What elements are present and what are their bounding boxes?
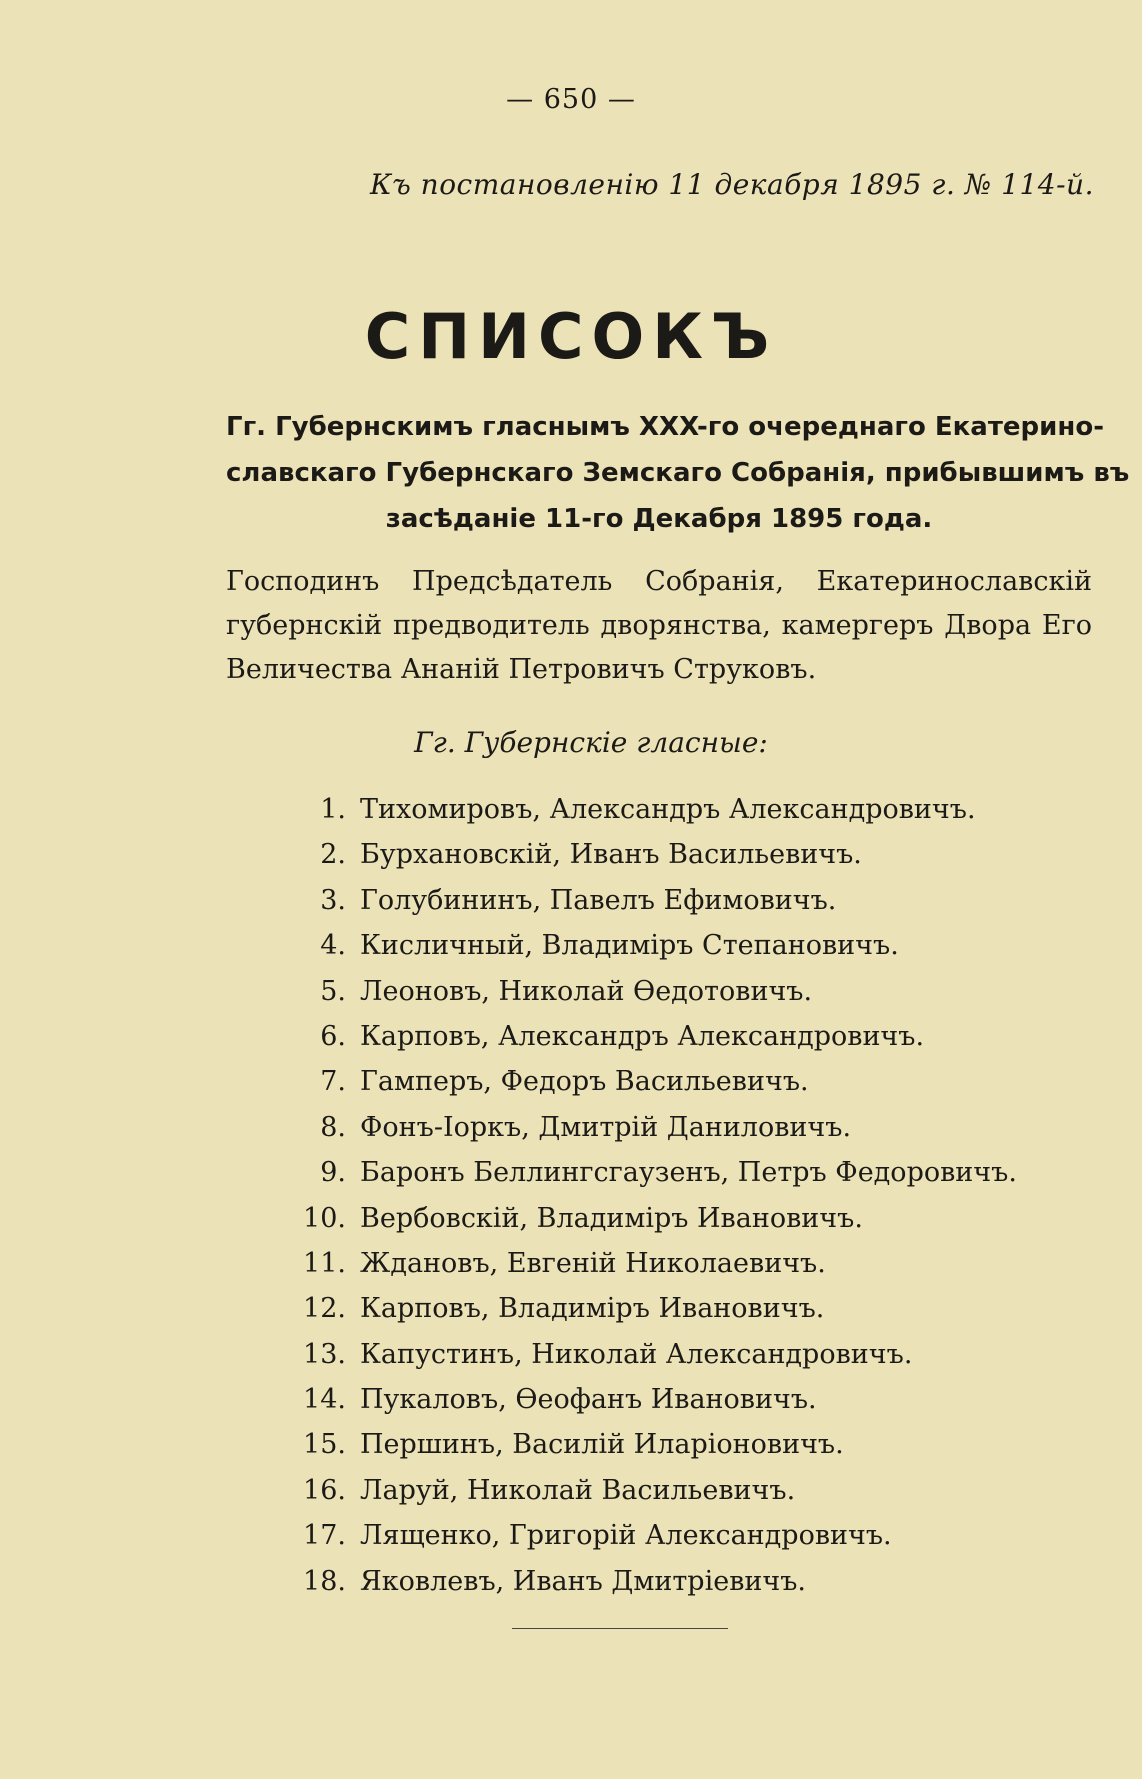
list-item [280, 1475, 1017, 1520]
member-name: Бурхановскій, Иванъ Васильевичъ. [360, 839, 862, 871]
member-name: Лященко, Григорій Александровичъ. [360, 1520, 892, 1552]
item-number: 15. [303, 1429, 346, 1461]
member-name: Першинъ, Василій Иларіоновичъ. [360, 1429, 844, 1461]
list-item [280, 885, 1017, 930]
list-item [280, 794, 1017, 839]
item-number: 12. [303, 1293, 346, 1325]
list-item [280, 1203, 1017, 1248]
chairman-line: Господинъ Предсѣдатель Собранія, Екатеринославскій [226, 566, 1092, 597]
page-number: — 650 — [506, 84, 636, 115]
item-number: 5. [320, 975, 346, 1007]
item-number: 9. [320, 1157, 346, 1189]
chairman-line: Величества Ананій Петровичъ Струковъ. [226, 654, 817, 685]
member-name: Ларуй, Николай Васильевичъ. [360, 1474, 796, 1506]
list-item [280, 1566, 1017, 1611]
member-name: Кисличный, Владиміръ Степановичъ. [360, 930, 899, 962]
members-list [280, 794, 1017, 1611]
subtitle-line: засѣданіе 11-го Декабря 1895 года. [385, 504, 933, 534]
list-item [280, 1520, 1017, 1565]
list-item [280, 1384, 1017, 1429]
item-number: 17. [303, 1520, 346, 1552]
resolution-note: Къ постановленію 11 декабря 1895 г. № 114-й. [369, 168, 1094, 201]
member-name: Голубининъ, Павелъ Ефимовичъ. [360, 884, 837, 916]
item-number: 16. [303, 1474, 346, 1506]
item-number: 3. [320, 884, 346, 916]
item-number: 14. [303, 1384, 346, 1416]
item-number: 10. [303, 1202, 346, 1234]
item-number: 2. [320, 839, 346, 871]
member-name: Ждановъ, Евгеній Николаевичъ. [360, 1247, 826, 1279]
list-item [280, 930, 1017, 975]
chairman-paragraph [226, 560, 1092, 692]
item-number: 18. [303, 1565, 346, 1597]
member-name: Капустинъ, Николай Александровичъ. [360, 1338, 913, 1370]
member-name: Карповъ, Владиміръ Ивановичъ. [360, 1293, 825, 1325]
list-item [280, 1339, 1017, 1384]
member-name: Тихомировъ, Александръ Александровичъ. [360, 794, 976, 825]
subtitle [226, 404, 1130, 542]
item-number: 1. [320, 794, 346, 825]
member-name: Баронъ Беллингсгаузенъ, Петръ Федоровичъ. [360, 1157, 1017, 1189]
member-name: Вербовскій, Владиміръ Ивановичъ. [360, 1202, 863, 1234]
item-number: 7. [320, 1066, 346, 1098]
list-item [280, 976, 1017, 1021]
list-item [280, 1112, 1017, 1157]
list-item [280, 1293, 1017, 1338]
item-number: 6. [320, 1020, 346, 1052]
item-number: 8. [320, 1111, 346, 1143]
list-item [280, 1066, 1017, 1111]
list-item [280, 1157, 1017, 1202]
member-name: Леоновъ, Николай Өедотовичъ. [360, 975, 813, 1007]
list-item [280, 1021, 1017, 1066]
page-title: СПИСОКЪ [364, 300, 778, 373]
item-number: 11. [303, 1247, 346, 1279]
list-heading: Гг. Губернскіе гласные: [414, 726, 768, 759]
member-name: Пукаловъ, Өеофанъ Ивановичъ. [360, 1384, 817, 1416]
chairman-line: губернскій предводитель дворянства, камергеръ Двора Его [226, 610, 1092, 641]
subtitle-line: Гг. Губернскимъ гласнымъ XXX-го очереднаго Екатерино- [226, 412, 1104, 442]
list-item [280, 839, 1017, 884]
member-name: Гамперъ, Федоръ Васильевичъ. [360, 1066, 809, 1098]
list-item [280, 1429, 1017, 1474]
subtitle-line: славскаго Губернскаго Земскаго Собранія, прибывшимъ въ [226, 458, 1130, 488]
member-name: Фонъ-Іоркъ, Дмитрій Даниловичъ. [360, 1111, 852, 1143]
list-item [280, 1248, 1017, 1293]
closing-rule [512, 1628, 728, 1629]
member-name: Карповъ, Александръ Александровичъ. [360, 1020, 925, 1052]
item-number: 13. [303, 1338, 346, 1370]
member-name: Яковлевъ, Иванъ Дмитріевичъ. [360, 1565, 807, 1597]
item-number: 4. [320, 930, 346, 962]
